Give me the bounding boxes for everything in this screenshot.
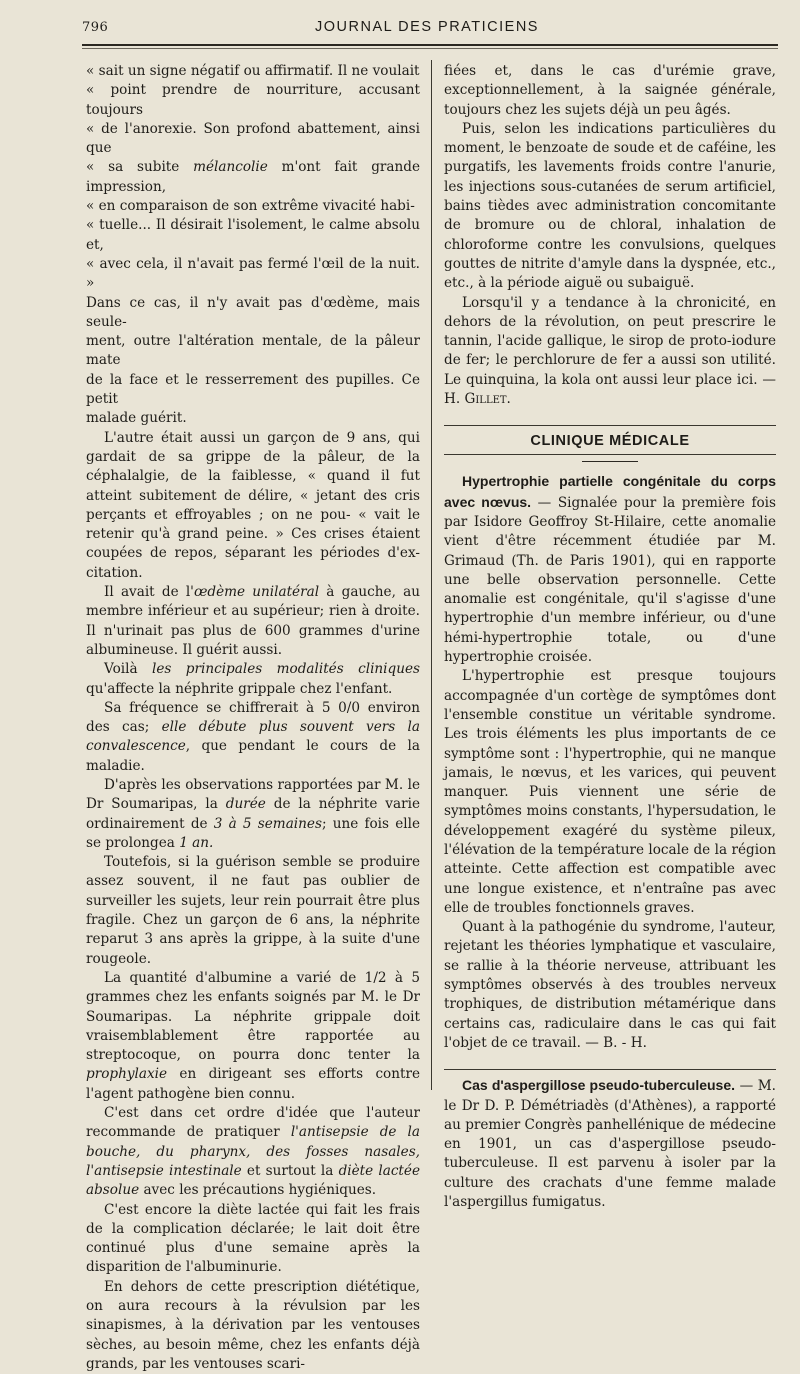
body-paragraph <box>86 776 420 853</box>
article-paragraph <box>444 472 776 667</box>
body-paragraph: Quant à la pathogénie du syndrome, l'auteur, rejetant les théories lymphatique et vasculaire, se rallie à la théorie nerveuse, attribuant les symptômes observés à des troubles nerveux trophiques, de distribution métamérique dans certains cas, radiculaire dans le cas qui fait l'objet de ce travail. — B. - H. <box>444 919 776 1051</box>
text-run: avec les précautions hygiéniques. <box>139 1182 377 1199</box>
text-line: « sa subite <box>86 159 194 176</box>
header-rule <box>82 44 778 46</box>
italic-term: elle débute plus souvent vers la convalescence <box>86 719 421 755</box>
text-run: Lorsqu'il y a tendance à la chronicité, en dehors de la révolution, on peut prescrire le tannin, l'acide gallique, le sirop de proto-iodure de fer; le perchlorure de fer a aussi son utilité. Le quinquina, la kola ont aussi leur place ici. — <box>444 294 776 388</box>
body-paragraph: En dehors de cette prescription diététique, on aura recours à la révulsion par les sinapismes, à la dérivation par les ventouses sèches, au besoin même, chez les enfants déjà grands, par les ventouses scari- <box>86 1278 420 1372</box>
text-line: « point prendre de nourriture, accusant toujours <box>86 82 420 118</box>
body-paragraph <box>444 294 776 410</box>
text-run: Il avait de l' <box>104 584 194 601</box>
text-line: malade guérit. <box>86 410 187 427</box>
italic-term: durée <box>225 796 266 813</box>
text-run: D'après les observations rapportées par M. le Dr Soumaripas, la <box>86 776 420 813</box>
text-line: Dans ce cas, il n'y avait pas d'œdème, mais seule- <box>86 294 420 330</box>
italic-term: les principales modalités cliniques <box>151 661 421 678</box>
text-line: ment, outre l'altération mentale, de la pâleur mate <box>86 333 420 369</box>
body-paragraph: C'est encore la diète lactée qui fait les frais de la complication déclarée; le lait doit être continué plus d'une semaine après la disparition de l'albuminurie. <box>86 1201 420 1276</box>
italic-term: œdème unilatéral <box>193 584 320 601</box>
text-line: « en comparaison de son extrême vivacité habi- <box>86 198 415 215</box>
text-run: Sa fréquence se chiffrerait à 5 0/0 environ des cas; <box>86 699 420 736</box>
text-line: « sait un signe négatif ou affirmatif. Il ne voulait <box>86 63 420 79</box>
text-run: Voilà <box>104 661 152 678</box>
section-title: CLINIQUE MÉDICALE <box>530 433 690 450</box>
body-paragraph <box>86 660 420 699</box>
header-rule-thin <box>82 48 778 49</box>
text-run: et surtout la <box>241 1162 339 1179</box>
section-header <box>444 425 776 455</box>
author-signature: H. Gillet. <box>444 391 511 408</box>
body-paragraph: L'hypertrophie est presque toujours accompagnée d'un cortège de symptômes dont l'ensemble constitue un véritable syndrome. Les trois éléments les plus importants de ce symptôme sont : l'hypertrophie, qui ne manque jamais, le nœvus, et les varices, qui peuvent manquer. Puis viennent une série de symptômes moins constants, l'hypersudation, le développement exagéré du système pileux, l'élévation de la température locale de la région atteinte. Cette affection est compatible avec une longue existence, et n'entraîne pas avec elle de troubles fonctionnels graves. <box>444 668 776 916</box>
article-title: Cas d'aspergillose pseudo-tuberculeuse. <box>462 1077 736 1094</box>
right-column <box>444 62 776 1212</box>
body-paragraph <box>86 1104 420 1200</box>
text-run: C'est dans cet ordre d'idée que l'auteur recommande de pratiquer <box>86 1105 420 1141</box>
body-paragraph <box>86 969 420 1104</box>
page-header <box>82 18 778 44</box>
body-paragraph: fiées et, dans le cas d'urémie grave, exceptionnellement, à la saignée générale, toujours chez les sujets déjà un peu âgés. <box>444 63 776 118</box>
italic-term: 1 an. <box>179 834 214 851</box>
text-run: La quantité d'albumine a varié de 1/2 à 5 grammes chez les enfants soignés par M. le Dr Soumaripas. La néphrite grippale doit vraisemblablement être rapportée au streptocoque, on pourra donc tenter la <box>86 969 420 1064</box>
italic-term: 3 à 5 semaines <box>213 815 322 832</box>
text-line: « avec cela, il n'avait pas fermé l'œil de la nuit. » <box>86 255 420 292</box>
text-line: « tuelle... Il désirait l'isolement, le calme absolu et, <box>86 217 420 253</box>
italic-term: l'antisepsie de la bouche, du pharynx, des fosses nasales, l'antisepsie intestinale <box>86 1124 420 1179</box>
text-run: qu'affecte la néphrite grippale chez l'enfant. <box>86 680 393 697</box>
text-run: , que pendant le cours de la maladie. <box>86 738 420 774</box>
body-paragraph <box>86 583 420 660</box>
quote-paragraph <box>86 62 420 429</box>
text-run: — M. le Dr D. P. Démétriadès (d'Athènes), a rapporté au premier Congrès panhellénique de médecine en 1901, un cas d'aspergillose pseudo-tuberculeuse. Il est parvenu à isoler par la culture des crachats d'une femme malade l'aspergillus fumigatus. <box>444 1078 776 1211</box>
text-run: ; une fois elle se prolongea <box>86 815 420 851</box>
article-divider <box>444 1069 776 1070</box>
body-paragraph <box>86 699 420 776</box>
text-run: à gauche, au membre inférieur et au supérieur; rien à droite. Il n'urinait pas plus de 600 grammes d'urine albumineuse. Il guérit aussi. <box>86 584 420 658</box>
body-paragraph: Puis, selon les indications particulières du moment, le benzoate de soude et de caféine, les purgatifs, les lavements froids contre l'anurie, les injections sous-cutanées de serum artificiel, bains tièdes avec administration concomitante de bromure ou de chloral, inhalation de chloroforme contre les convulsions, quelques gouttes de nitrite d'amyle dans la dyspnée, etc., etc., à la période aiguë ou subaiguë. <box>444 120 776 292</box>
body-paragraph: L'autre était aussi un garçon de 9 ans, qui gardait de sa grippe de la pâleur, de la céphalalgie, de la faiblesse, « quand il fut atteint subitement de délire, « jetant des cris perçants et effroyables ; on ne pou- « vait le retenir qu'à grand peine. » Ces crises étaient coupées de repos, séparant les périodes d'ex- citation. <box>86 429 420 581</box>
journal-title: JOURNAL DES PRATICIENS <box>315 19 539 35</box>
column-divider <box>431 60 432 1090</box>
section-rule <box>582 461 638 462</box>
text-run: en dirigeant ses efforts contre l'agent pathogène bien connu. <box>86 1066 420 1102</box>
page-number: 796 <box>82 20 109 35</box>
text-line: de la face et le resserrement des pupilles. Ce petit <box>86 371 420 408</box>
italic-term: diète lactée absolue <box>86 1162 420 1199</box>
italic-term: mélancolie <box>193 159 268 176</box>
italic-term: prophylaxie <box>86 1066 168 1083</box>
text-line: m'ont fait grande impression, <box>86 159 420 195</box>
text-line: « de l'anorexie. Son profond abattement, ainsi que <box>86 120 420 157</box>
body-paragraph: Toutefois, si la guérison semble se produire assez souvent, il ne faut pas oublier de surveiller les sujets, leur rein pourrait être plus fragile. Chez un garçon de 6 ans, la néphrite reparut 3 ans après la grippe, à la suite d'une rougeole. <box>86 854 420 967</box>
article-paragraph <box>444 1076 776 1212</box>
left-column <box>86 62 420 1374</box>
article-title: Hypertrophie partielle congénitale du corps avec nœvus. <box>444 473 776 510</box>
text-run: de la néphrite varie ordinairement de <box>86 796 420 832</box>
text-run: — Signalée pour la première fois par Isidore Geoffroy St-Hilaire, cette anomalie vient d'être récemment étudiée par M. Grimaud (Th. de Paris 1901), qui en rapporte une belle observation personnelle. Cette anomalie est congénitale, qu'il s'agisse d'une hypertrophie d'un membre inférieur, ou d'une hémi-hypertrophie totale, ou d'une hypertrophie croisée. <box>444 494 776 666</box>
